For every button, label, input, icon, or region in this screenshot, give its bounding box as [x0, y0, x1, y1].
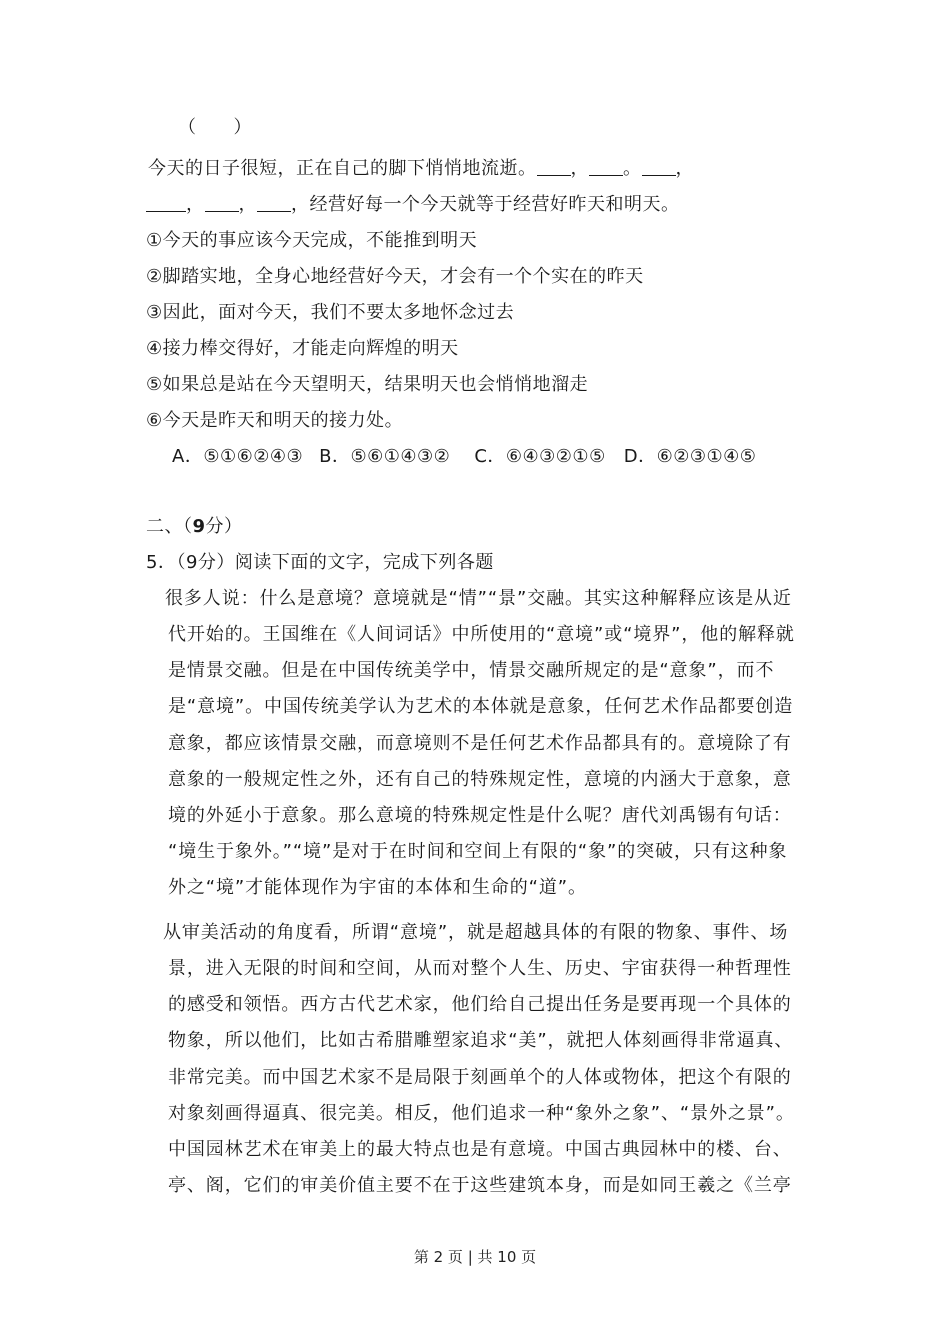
q4-stem-text: 今天的日子很短，正在自己的脚下悄悄地流逝。 [148, 158, 537, 179]
question-5-heading: 5．（9分）阅读下面的文字，完成下列各题 [146, 552, 494, 573]
passage-line: 是情景交融。但是在中国传统美学中，情景交融所规定的是“意象”，而不 [168, 660, 775, 682]
passage-line: 非常完美。而中国艺术家不是局限于刻画单个的人体或物体，把这个有限的 [168, 1066, 792, 1088]
sentence-item: ④接力棒交得好，才能走向辉煌的明天 [146, 338, 459, 359]
option-b[interactable]: B．⑤⑥①④③② [319, 446, 451, 467]
passage-line: 景，进入无限的时间和空间，从而对整个人生、历史、宇宙获得一种哲理性 [168, 958, 792, 979]
fill-blank-4[interactable] [146, 193, 186, 212]
answer-parentheses: （ ） [178, 117, 252, 138]
sentence-item: ⑤如果总是站在今天望明天，结果明天也会悄悄地溜走 [146, 374, 589, 395]
passage-line: 外之“境”才能体现作为宇宙的本体和生命的“道”。 [168, 877, 587, 899]
passage-line: 意象的一般规定性之外，还有自己的特殊规定性，意境的内涵大于意象，意 [168, 768, 792, 790]
option-c[interactable]: C．⑥④③②①⑤ [474, 446, 606, 467]
sentence-item: ②脚踏实地，全身心地经营好今天，才会有一个个实在的昨天 [146, 266, 644, 287]
passage-paragraph-1-first-line: 很多人说：什么是意境？意境就是“情”“景”交融。其实这种解释应该是从近 [165, 588, 792, 609]
fill-blank-6[interactable] [257, 193, 291, 212]
passage-paragraph-2-first-line: 从审美活动的角度看，所谓“意境”，就是超越具体的有限的物象、事件、场 [163, 922, 789, 943]
page-footer: 第 2 页 | 共 10 页 [413, 1248, 537, 1266]
passage-paragraph-2 [168, 951, 795, 1204]
passage-line: 代开始的。王国维在《人间词话》中所使用的“意境”或“境界”，他的解释就 [168, 624, 795, 645]
q4-stem-line-1: 今天的日子很短，正在自己的脚下悄悄地流逝。 ， 。 ， [148, 158, 694, 179]
passage-line: 意象，都应该情景交融，而意境则不是任何艺术作品都具有的。意境除了有 [168, 732, 792, 754]
passage-line: 物象，所以他们，比如古希腊雕塑家追求“美”，就把人体刻画得非常逼真、 [168, 1030, 794, 1052]
fill-blank-3[interactable] [642, 157, 676, 176]
section-score: 9 [192, 516, 206, 537]
fill-blank-1[interactable] [537, 157, 571, 176]
q4-stem-line-2: ， ， ，经营好每一个今天就等于经营好昨天和明天。 [146, 193, 680, 217]
passage-line: 对象刻画得逼真、很完美。相反，他们追求一种“象外之象”、“景外之景”。 [168, 1102, 795, 1124]
options-row [172, 445, 756, 469]
section-heading: 二、（9分） [146, 516, 243, 537]
passage-line: 是“意境”。中国传统美学认为艺术的本体就是意象，任何艺术作品都要创造 [168, 696, 794, 718]
passage-paragraph-1 [168, 617, 795, 907]
option-d[interactable]: D．⑥②③①④⑤ [623, 446, 757, 467]
passage-line: 中国园林艺术在审美上的最大特点也是有意境。中国古典园林中的楼、台、 [168, 1139, 792, 1161]
passage-line: 境的外延小于意象。那么意境的特殊规定性是什么呢？唐代刘禹锡有句话： [168, 805, 792, 827]
fill-blank-5[interactable] [205, 193, 239, 212]
passage-line: “境生于象外。”“境”是对于在时间和空间上有限的“象”的突破，只有这种象 [168, 841, 788, 863]
passage-line: 的感受和领悟。西方古代艺术家，他们给自己提出任务是要再现一个具体的 [168, 994, 792, 1016]
sentence-item: ①今天的事应该今天完成，不能推到明天 [146, 230, 478, 251]
fill-blank-2[interactable] [589, 157, 623, 176]
sentence-item: ③因此，面对今天，我们不要太多地怀念过去 [146, 302, 515, 323]
q4-stem-text-2: ，经营好每一个今天就等于经营好昨天和明天。 [291, 194, 680, 215]
passage-line: 亭、阁，它们的审美价值主要不在于这些建筑本身，而是如同王羲之《兰亭 [168, 1175, 792, 1197]
sentence-item: ⑥今天是昨天和明天的接力处。 [146, 410, 404, 431]
option-a[interactable]: A．⑤①⑥②④③ [172, 446, 304, 467]
